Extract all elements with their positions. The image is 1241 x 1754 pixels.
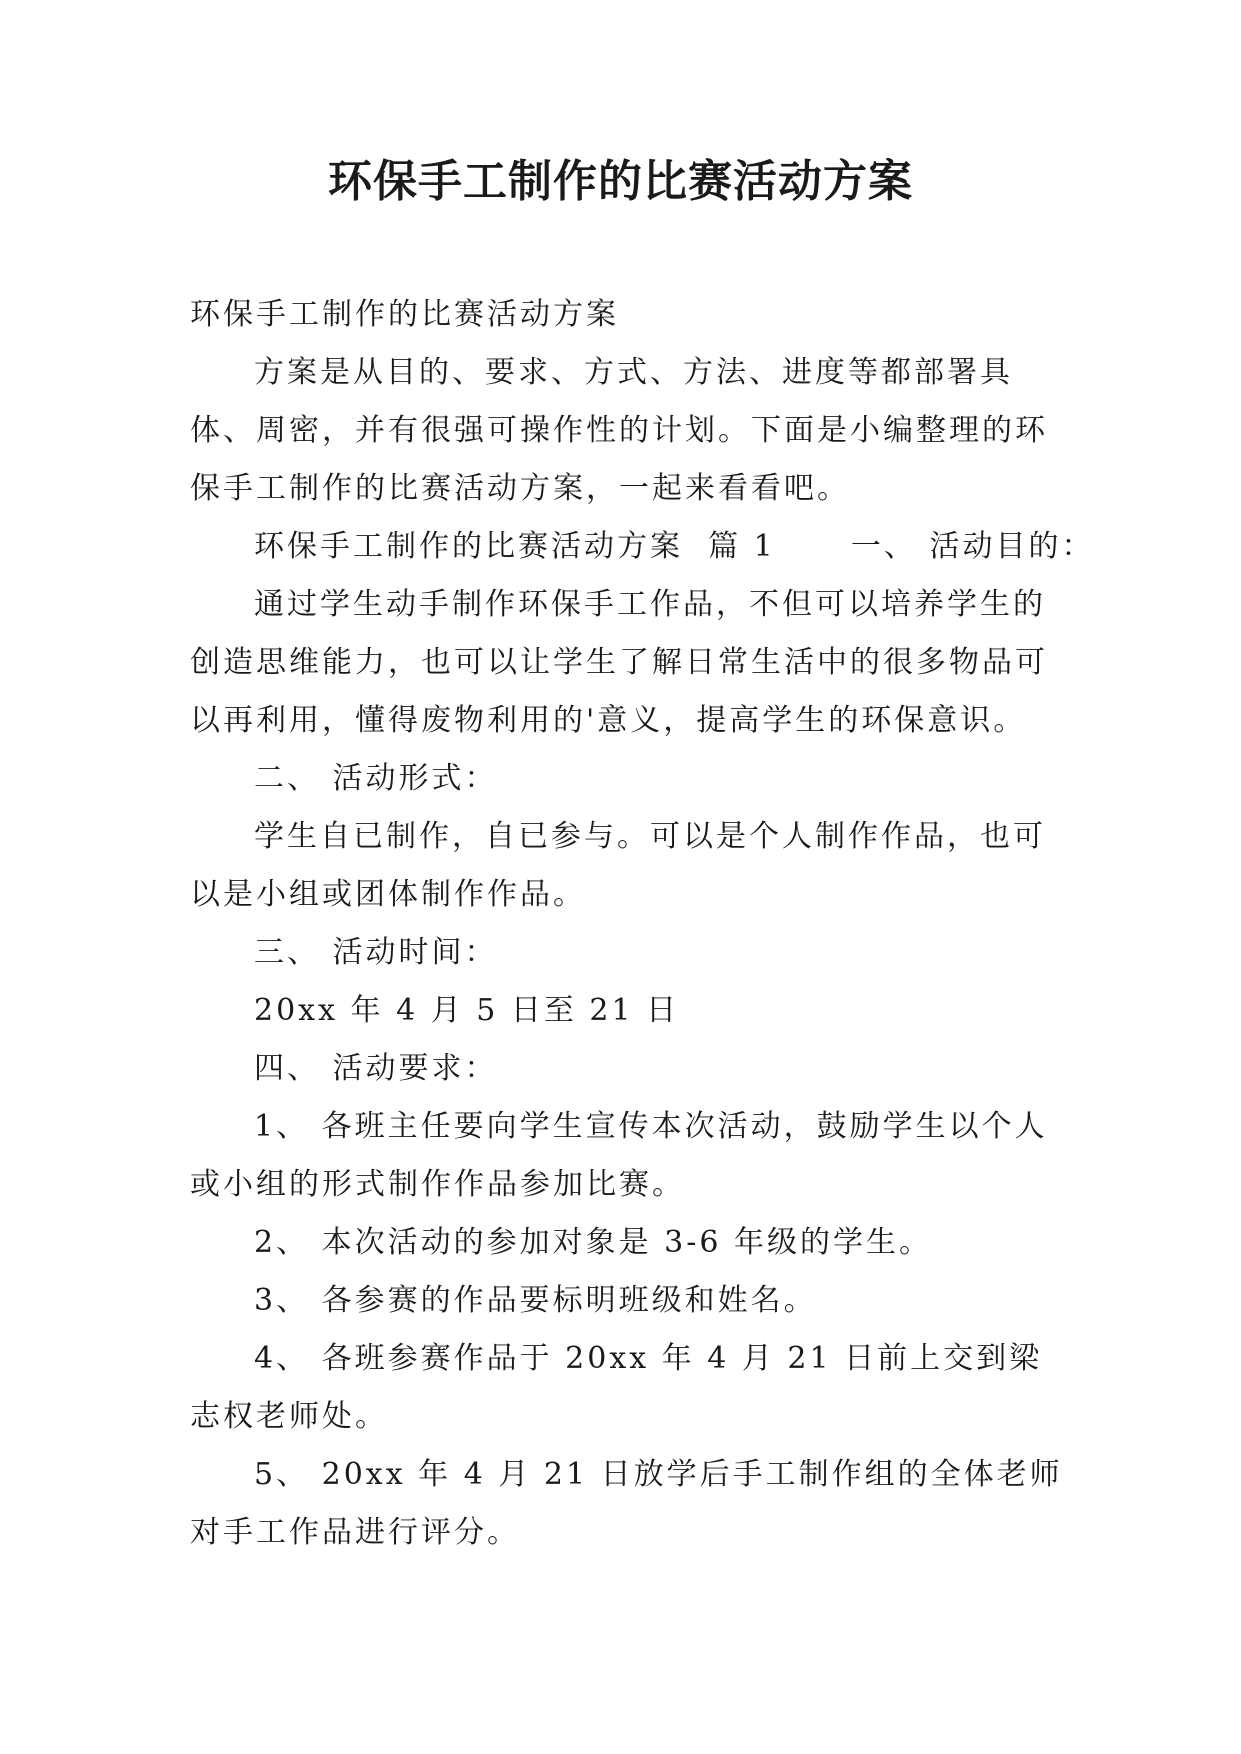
paragraph-activity-time: 20xx 年 4 月 5 日至 21 日 (254, 993, 680, 1028)
requirement-item-2: 2、 本次活动的参加对象是 3-6 年级的学生。 (254, 1225, 933, 1260)
heading-activity-form: 二、 活动形式： (254, 761, 498, 796)
paragraph-subtitle: 环保手工制作的比赛活动方案 (190, 297, 619, 332)
requirement-item-5: 5、 20xx 年 4 月 21 日放学后手工制作组的全体老师对手工作品进行评分。 (190, 1457, 1063, 1550)
requirement-item-3: 3、 各参赛的作品要标明班级和姓名。 (254, 1283, 817, 1318)
paragraph-intro: 方案是从目的、要求、方式、方法、进度等都部署具体、周密，并有很强可操作性的计划。下面是小编整理的环保手工制作的比赛活动方案，一起来看看吧。 (190, 355, 1048, 506)
document-title: 环保手工制作的比赛活动方案 (328, 156, 913, 207)
document-body (190, 286, 1095, 1562)
paragraph-purpose: 通过学生动手制作环保手工作品，不但可以培养学生的创造思维能力，也可以让学生了解日常生活中的很多物品可以再利用，懂得废物利用的'意义，提高学生的环保意识。 (190, 587, 1048, 738)
requirement-item-4: 4、 各班参赛作品于 20xx 年 4 月 21 日前上交到梁志权老师处。 (190, 1341, 1043, 1434)
paragraph-activity-form: 学生自已制作，自已参与。可以是个人制作作品，也可以是小组或团体制作作品。 (190, 819, 1046, 912)
heading-activity-requirements: 四、 活动要求： (254, 1051, 498, 1086)
paragraph-section-heading: 环保手工制作的比赛活动方案 篇 1 一、 活动目的： (254, 529, 1095, 564)
requirement-item-1: 1、 各班主任要向学生宣传本次活动，鼓励学生以个人或小组的形式制作作品参加比赛。 (190, 1109, 1048, 1202)
heading-activity-time: 三、 活动时间： (254, 935, 498, 970)
